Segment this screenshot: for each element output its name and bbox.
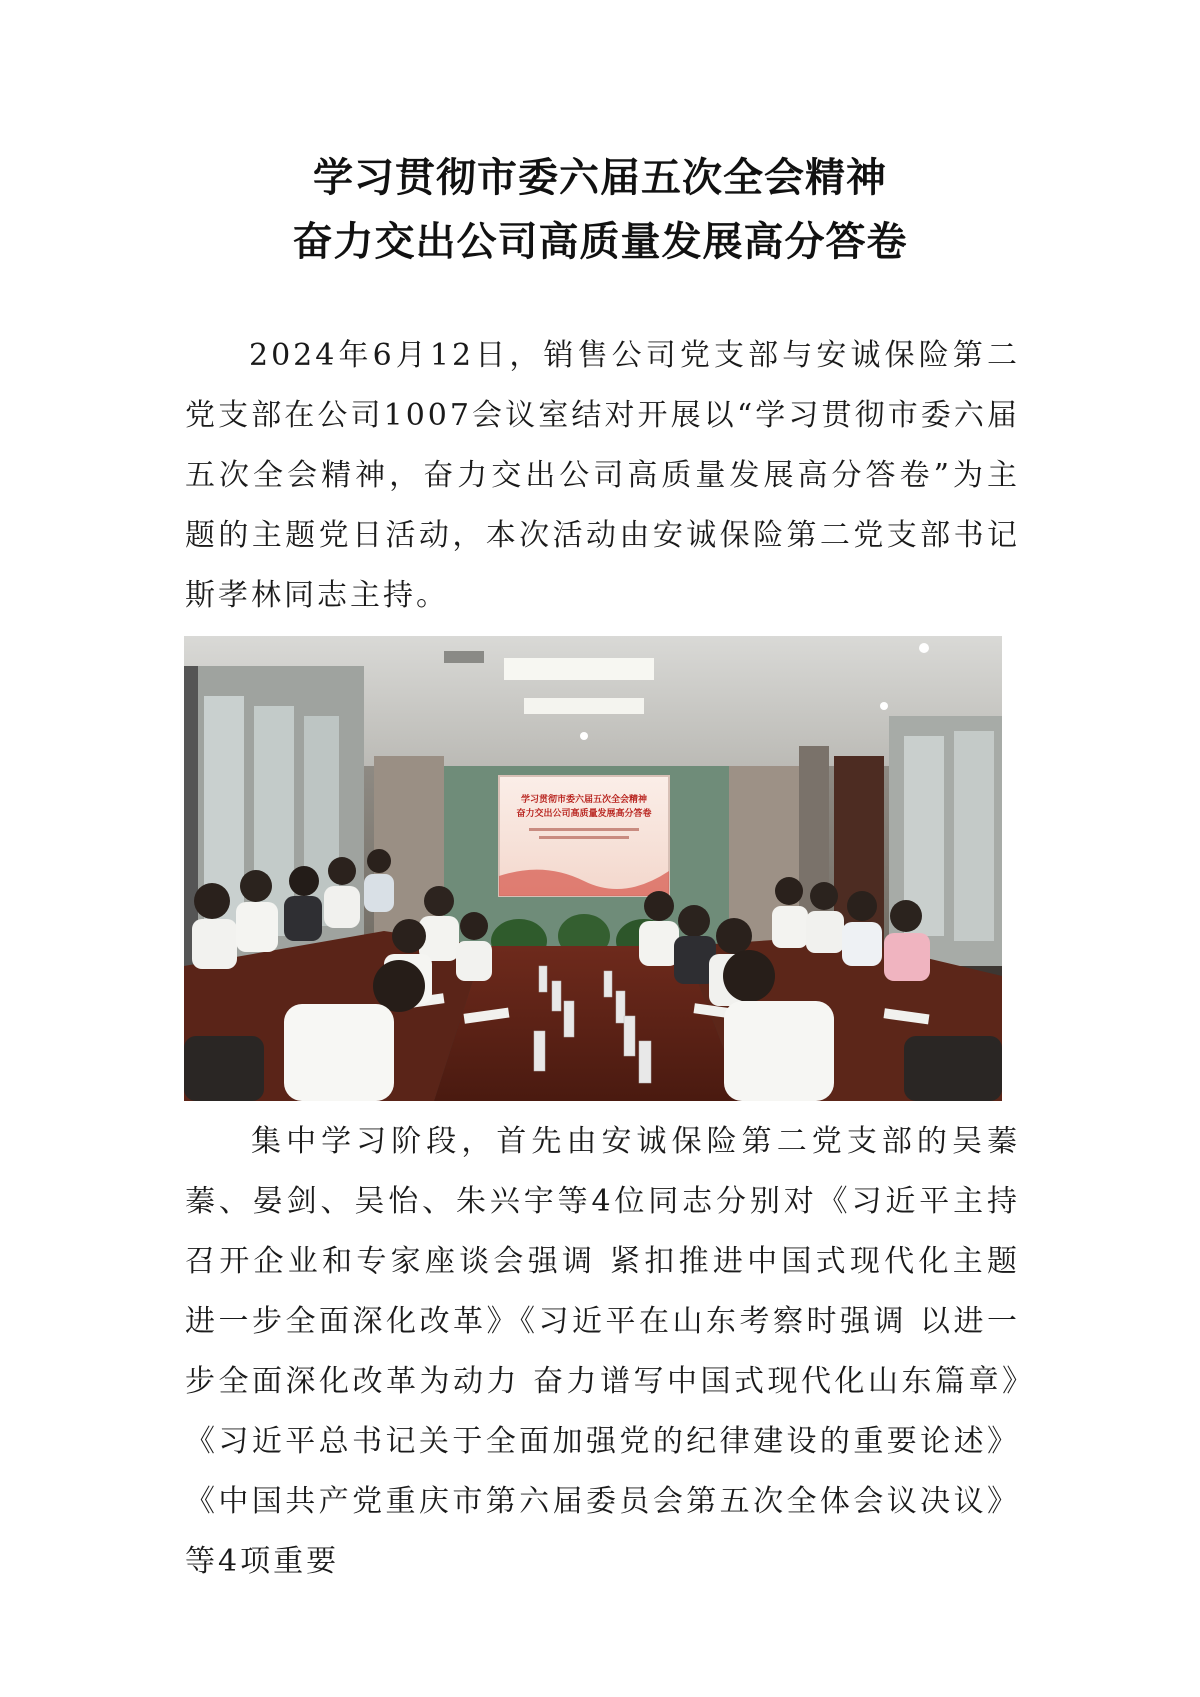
paragraph-intro bbox=[185, 326, 1020, 626]
slide-title-line-1: 学习贯彻市委六届五次全会精神 bbox=[520, 795, 648, 805]
slide-title-line-2: 奋力交出公司高质量发展高分答卷 bbox=[516, 809, 652, 819]
paragraph-intro-text: 2024年6月12日，销售公司党支部与安诚保险第二党支部在公司1007会议室结对开展以“学习贯彻市委六届五次全会精神，奋力交出公司高质量发展高分答卷”为主题的主题党日活动，本次活动由安诚保险第二党支部书记斯孝林同志主持。 bbox=[185, 338, 1020, 613]
paragraph-study-text: 集中学习阶段，首先由安诚保险第二党支部的吴蓁蓁、晏剑、吴怡、朱兴宇等4位同志分别对《习近平主持召开企业和专家座谈会强调 紧扣推进中国式现代化主题 进一步全面深化改革》《习近平在山东考察时强调 以进一步全面深化改革为动力 奋力谱写中国式现代化山东篇章》《习近平总书记关于全面加强党的纪律建设的重要论述》《中国共产党重庆市第六届委员会第五次全体会议决议》等4项重要 bbox=[185, 1124, 1020, 1579]
meeting-photo bbox=[184, 636, 1002, 1101]
paragraph-study bbox=[185, 1112, 1020, 1592]
document-title bbox=[0, 150, 1200, 278]
title-line-1: 学习贯彻市委六届五次全会精神 bbox=[313, 154, 887, 201]
title-line-2: 奋力交出公司高质量发展高分答卷 bbox=[292, 218, 908, 265]
